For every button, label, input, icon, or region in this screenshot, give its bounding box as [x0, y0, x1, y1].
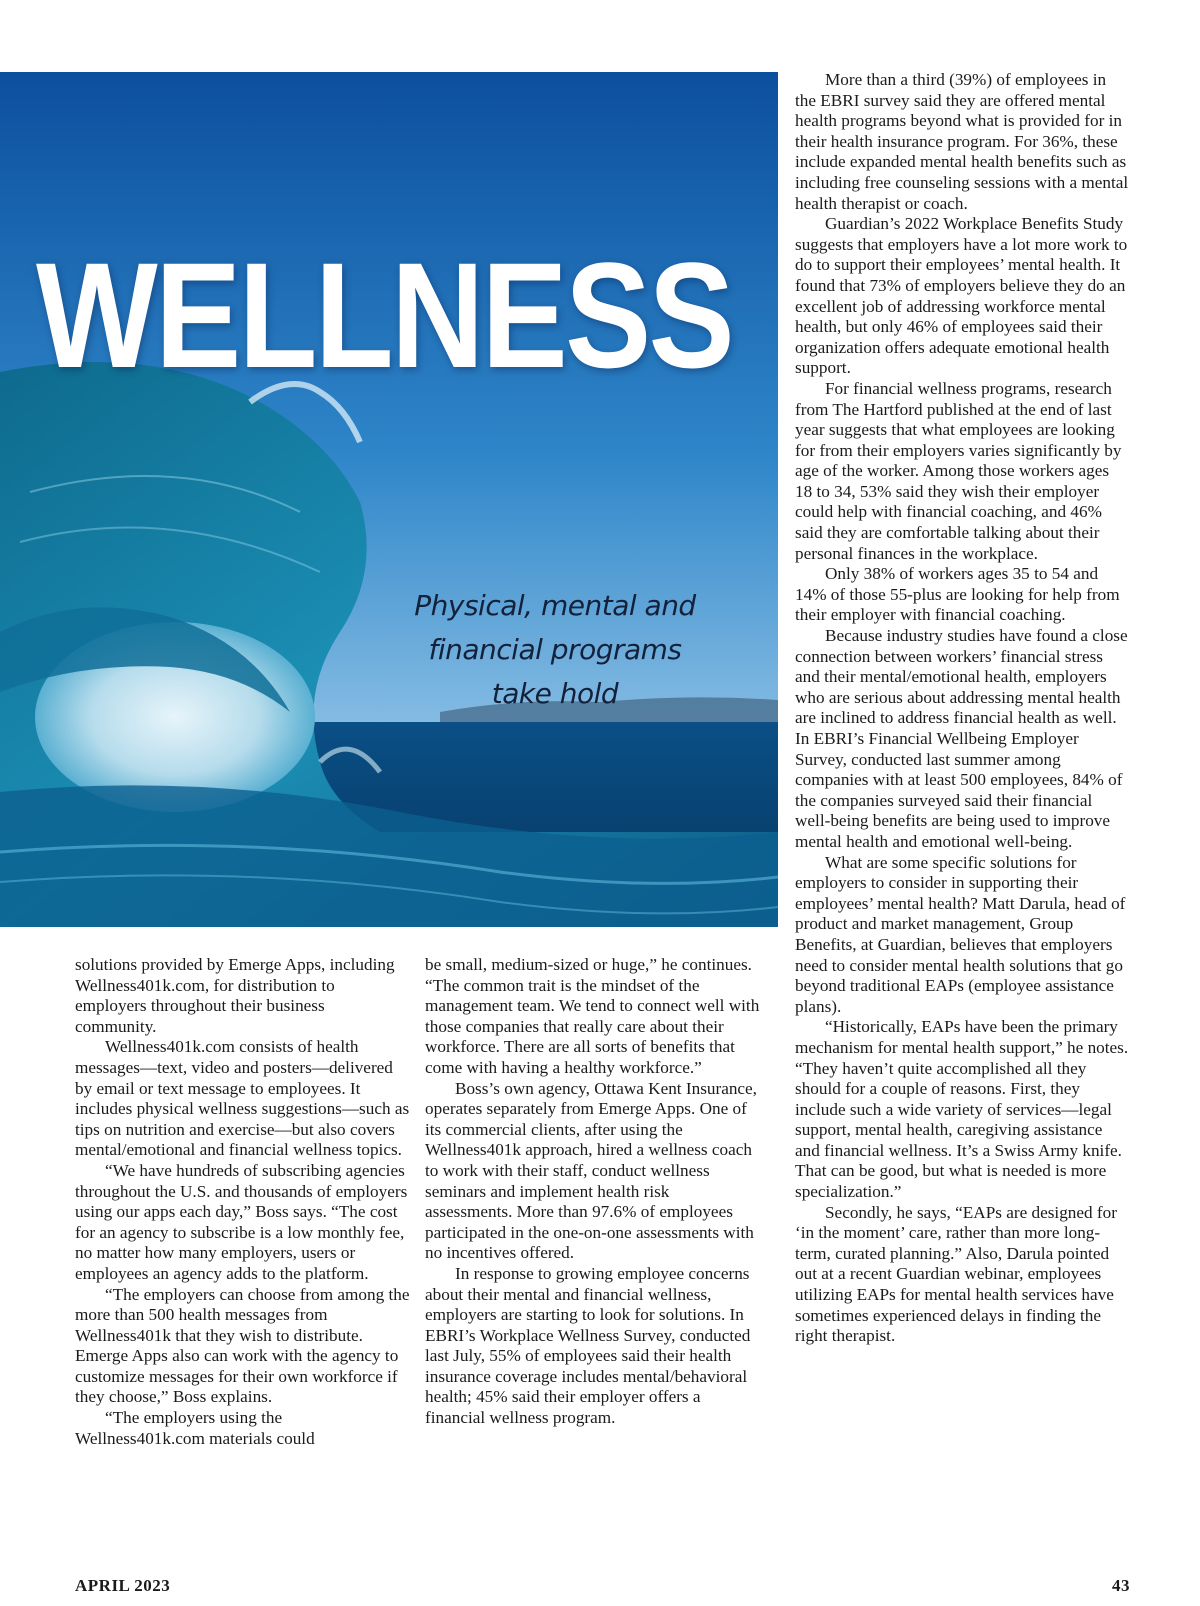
hero-image	[0, 72, 778, 927]
paragraph: For financial wellness programs, research from The Hartford published at the end of last year suggests that what employees are looking for from their employers varies significantly by age of the worker. Among those workers ages 18 to 34, 53% said they wish their employer could help with financial coaching, and 46% said they are comfortable talking about their personal finances in the workplace.	[795, 378, 1122, 563]
paragraph: Secondly, he says, “EAPs are designed for ‘in the moment’ care, rather than more long-term, curated planning.” Also, Darula pointed out at a recent Guardian webinar, employees utilizing EAPs for mental health services have sometimes experienced delays in finding the right therapist.	[795, 1202, 1117, 1346]
paragraph: Boss’s own agency, Ottawa Kent Insurance, operates separately from Emerge Apps. One of its commercial clients, after using the Wellness401k approach, hired a wellness coach to work with their staff, conduct wellness seminars and implement health risk assessments. More than 97.6% of employees participated in the one-on-one assessments with no incentives offered.	[425, 1078, 757, 1263]
paragraph: solutions provided by Emerge Apps, including Wellness401k.com, for distribution to employers throughout their business community.	[75, 955, 395, 1036]
paragraph: “Historically, EAPs have been the primary mechanism for mental health support,” he notes. “They haven’t quite accomplished all they should for a couple of reasons. First, they include such a wide variety of services—legal support, mental health, caregiving assistance and financial wellness. It’s a Swiss Army knife. That can be good, but what is needed is more specialization.”	[795, 1017, 1129, 1202]
paragraph: Because industry studies have found a close connection between workers’ financial stress and their mental/emotional health, employers who are serious about addressing mental health are inclined to address financial health as well. In EBRI’s Financial Wellbeing Employer Survey, conducted last summer among companies with at least 500 employees, 84% of the companies surveyed said their financial well-being benefits are being used to improve mental health and emotional well-being.	[795, 626, 1128, 851]
paragraph: Guardian’s 2022 Workplace Benefits Study suggests that employers have a lot more work to do to support their employees’ mental health. It found that 73% of employers believe they do an excellent job of addressing workforce mental health, but only 46% of employees said their organization offers adequate emotional health support.	[795, 214, 1128, 378]
subhead: Physical, mental and financial programs take hold	[414, 589, 696, 710]
paragraph: Only 38% of workers ages 35 to 54 and 14% of those 55-plus are looking for help from their employer with financial coaching.	[795, 564, 1120, 625]
paragraph: “We have hundreds of subscribing agencies throughout the U.S. and thousands of employers using our apps each day,” Boss says. “The cost for an agency to subscribe is a low monthly fee, no matter how many employers, users or employees an agency adds to the platform.	[75, 1160, 408, 1283]
paragraph: What are some specific solutions for employers to consider in supporting their employees’ mental health? Matt Darula, head of product and market management, Group Benefits, at Guardian, believes that employers need to consider mental health solutions that go beyond traditional EAPs (employee assistance plans).	[795, 852, 1126, 1016]
article-column-middle	[425, 955, 760, 1429]
paragraph: be small, medium-sized or huge,” he continues. “The common trait is the mindset of the management team. We tend to connect well with those companies that really care about their workforce. There are all sorts of benefits that come with having a healthy workforce.”	[425, 955, 760, 1077]
paragraph: More than a third (39%) of employees in the EBRI survey said they are offered mental health programs beyond what is provided for in their health insurance program. For 36%, these include expanded mental health benefits such as including free counseling sessions with a mental health therapist or coach.	[795, 70, 1129, 213]
headline: WELLNESS	[36, 231, 733, 399]
paragraph: In response to growing employee concerns about their mental and financial wellness, employers are starting to look for solutions. In EBRI’s Workplace Wellness Survey, conducted last July, 55% of employees said their health insurance coverage includes mental/behavioral health; 45% said their employer offers a financial wellness program.	[425, 1263, 751, 1428]
issue-date: APRIL 2023	[75, 1576, 171, 1595]
paragraph: “The employers using the Wellness401k.com materials could	[75, 1408, 315, 1448]
page-number: 43	[1112, 1576, 1130, 1595]
article-column-right	[795, 70, 1130, 1347]
article-column-left	[75, 955, 410, 1449]
paragraph: “The employers can choose from among the more than 500 health messages from Wellness401k that they wish to distribute. Emerge Apps also can work with the agency to customize messages for their own workforce if they choose,” Boss explains.	[75, 1284, 410, 1407]
paragraph: Wellness401k.com consists of health messages—text, video and posters—delivered by email or text message to employees. It includes physical wellness suggestions—such as tips on nutrition and exercise—but also covers mental/emotional and financial wellness topics.	[75, 1037, 410, 1160]
ocean-wave-image	[0, 72, 778, 927]
